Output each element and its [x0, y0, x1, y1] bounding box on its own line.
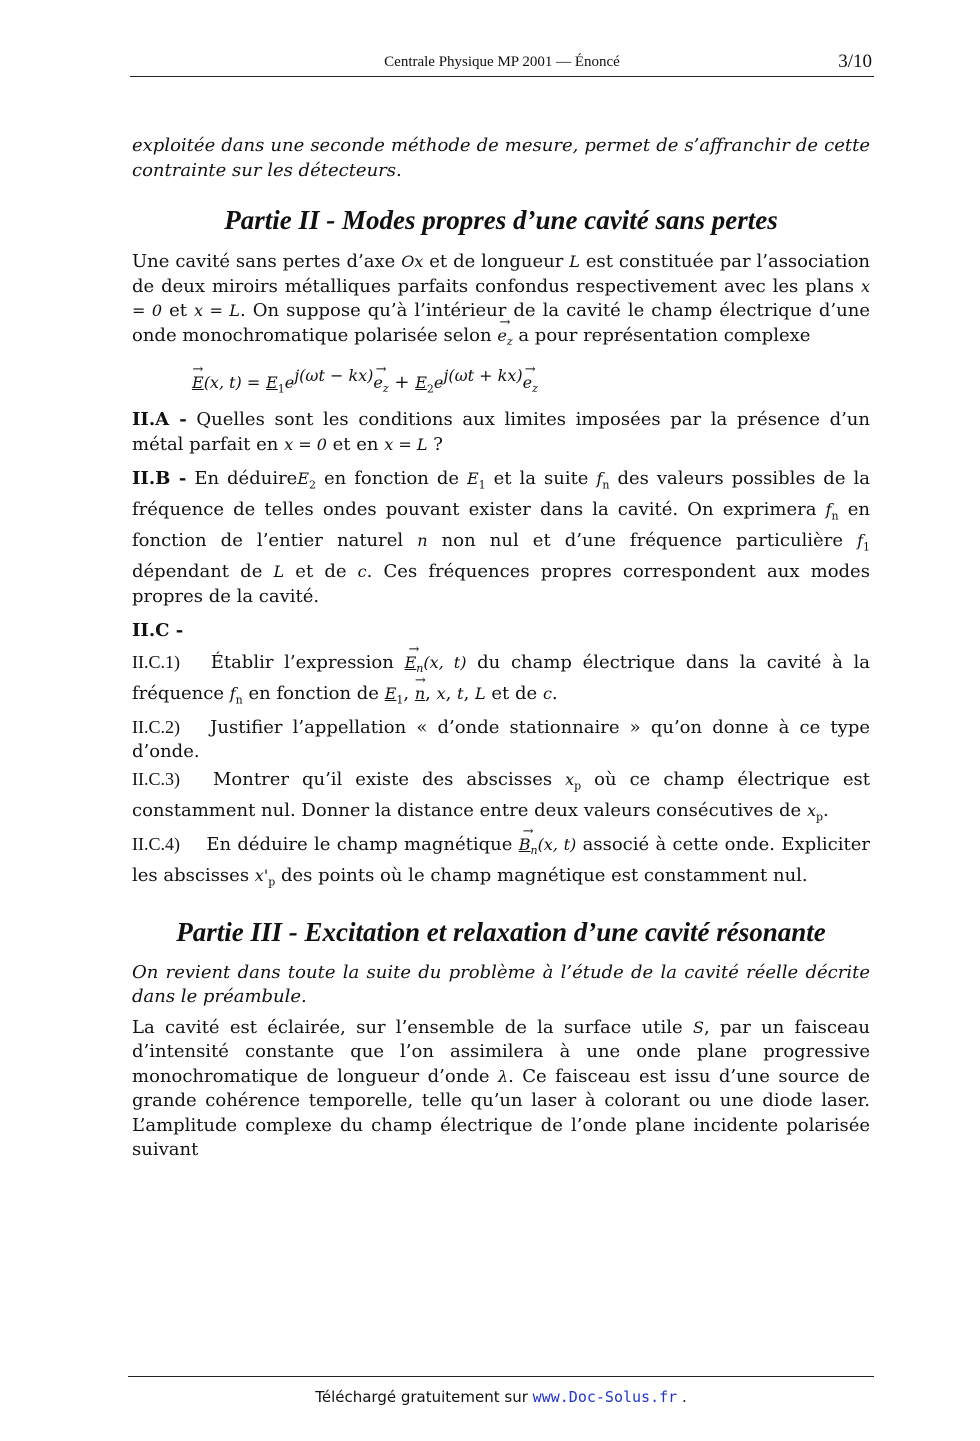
question-IIC-label: II.C -	[132, 620, 184, 642]
page-number: 3/10	[838, 51, 872, 72]
page-footer: Téléchargé gratuitement sur www.Doc-Solus.fr .	[128, 1376, 874, 1406]
question-IIC2: II.C.2) Justifier l’appellation « d’onde stationnaire » qu’on donne à ce type d’onde.	[132, 716, 870, 763]
vector-ez: → $e_z$	[497, 324, 512, 355]
page-header	[130, 50, 874, 77]
page-content	[132, 134, 870, 1163]
part2-paragraph: Une cavité sans pertes d’axe Ox et de longueur L est constituée par l’association de deux miroirs métalliques parfaits confondus respectivement avec les plans x = 0 et x = L. On suppose qu’à l’intérieur de la cavité le champ électrique d’une onde monochromatique polarisée selon → $e_z$ a pour représentation complexe	[132, 250, 870, 354]
question-IIA: II.A - Quelles sont les conditions aux limites imposées par la présence d’un métal parfait en x = 0 et en x = L ?	[132, 409, 870, 455]
doc-solus-link[interactable]: www.Doc-Solus.fr	[532, 1388, 678, 1406]
question-IIC3: II.C.3) Montrer qu’il existe des abscisses $x_p$ où ce champ électrique est constamment nul. Donner la distance entre deux valeurs consécutives de $x_p$.	[132, 768, 870, 824]
question-IIC4: II.C.4) En déduire le champ magnétique → $B_n(x$, t) associé à cette onde. Expliciter les abscisses $x'_p$ des points où le champ magnétique est constamment nul.	[132, 832, 870, 895]
part3-intro: On revient dans toute la suite du problème à l’étude de la cavité réelle décrite dans le préambule.	[132, 961, 870, 1008]
part3-paragraph: La cavité est éclairée, sur l’ensemble de la surface utile S, par un faisceau d’intensité constante que l’on assimilera à une onde plane progressive monochromatique de longueur d’onde λ. Ce faisceau est issu d’une source de grande cohérence temporelle, telle qu’un laser à colorant ou une diode laser. L’amplitude complexe du champ électrique de l’onde plane incidente polarisée suivant	[132, 1016, 870, 1161]
intro-paragraph: exploitée dans une seconde méthode de mesure, permet de s’affranchir de cette contrainte sur les détecteurs.	[132, 135, 870, 181]
header-title: Centrale Physique MP 2001 — Énoncé	[384, 54, 620, 70]
question-IIB: II.B - En déduireE$_2$ en fonction de $E_1$ et la suite $f_n$ des valeurs possibles de la fréquence de telles ondes pouvant exister dans la cavité. On exprimera $f_n$ en fonction de l’entier naturel n non nul et d’une fréquence particulière $f_1$ dépendant de L et de c. Ces fréquences propres correspondent aux modes propres de la cavité.	[132, 468, 870, 607]
question-IIC1: II.C.1) Établir l’expression → $E_n(x$, t) du champ électrique dans la cavité à la fréquence $f_n$ en fonction de $E_1$, → n, x, t, L et de c.	[132, 650, 870, 713]
part3-heading: Partie III - Excitation et relaxation d’une cavité résonante	[176, 916, 826, 947]
part2-heading: Partie II - Modes propres d’une cavité sans pertes	[224, 205, 778, 235]
field-equation: → E(x, $t) = E_1e^{j(\omega t - kx)}\to e_z + E_2e^{j(\omega t + kx)}\to e_z$	[192, 360, 870, 392]
